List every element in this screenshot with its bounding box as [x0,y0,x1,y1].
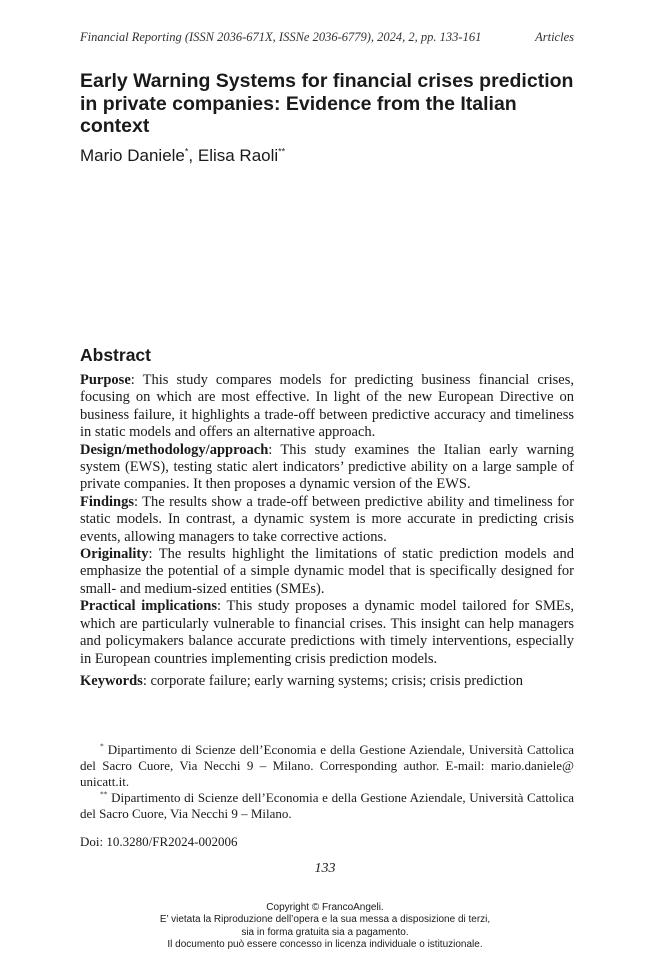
abstract-section-design [80,442,574,494]
footnotes [80,742,574,822]
keywords [80,673,574,690]
running-header [80,30,574,45]
footnote-mark: ** [100,789,108,799]
footnote [80,790,574,822]
author-affiliation-mark: * [184,146,189,157]
keywords-label: Keywords [80,673,143,689]
footnote-text: Dipartimento di Scienze dell’Economia e della Gestione Aziendale, Università Cattolica del Sacro Cuore, Via Necchi 9 – Milano. [80,790,574,821]
abstract-section-findings [80,494,574,546]
section-label: Articles [535,30,574,44]
section-text: : This study examines the Italian early warning system (EWS), testing static alert indicators’ predictive ability on a large sample of private companies. It then proposes a dynamic version of the EWS. [80,441,574,493]
abstract-section-originality [80,546,574,598]
doi: Doi: 10.3280/FR2024-002006 [80,834,238,849]
author-name: Mario Daniele [80,146,185,165]
author-separator: , [188,146,198,165]
section-text: : This study proposes a dynamic model tailored for SMEs, which are particularly vulnerable to financial crises. This insight can help managers and policymakers balance accurate predictions with timely interventions, especially in European countries implementing crisis prediction models. [80,598,574,667]
copyright-line: E’ vietata la Riproduzione dell’opera e la sua messa a disposizione di terzi, [159,914,491,926]
copyright-line: Il documento può essere concesso in licenza individuale o istituzionale. [167,938,483,950]
article-title: Early Warning Systems for financial crises prediction in private companies: Evidence from the Italian context [80,70,574,137]
author-list [80,146,285,166]
footnote-text: Dipartimento di Scienze dell’Economia e della Gestione Aziendale, Università Cattolica del Sacro Cuore, Via Necchi 9 – Milano. Corresponding author. E-mail: mario.daniele@ unicatt.it. [80,742,574,789]
section-text: : This study compares models for predicting business financial crises, focusing on which are most effective. In light of the new European Directive on business failure, it highlights a trade-off between predictive accuracy and timeliness in static models and offers an alternative approach. [80,372,574,441]
section-label: Practical implications [80,598,218,615]
author-name: Elisa Raoli [197,146,279,165]
page-number: 133 [314,861,336,876]
footnote-mark: * [100,741,104,751]
abstract-body [80,372,574,668]
abstract-heading: Abstract [80,345,151,365]
journal-citation: Financial Reporting (ISSN 2036-671X, ISSNe 2036-6779), 2024, 2, pp. 133-161 [80,30,482,44]
copyright-line: Copyright © FrancoAngeli. [266,902,384,913]
section-text: : The results show a trade-off between predictive ability and timeliness for static models. In contrast, a dynamic system is more accurate in predicting crisis events, allowing managers to take corrective actions. [80,493,574,545]
section-label: Findings [80,493,134,510]
copyright-line: sia in forma gratuita sia a pagamento. [241,926,409,938]
abstract-section-purpose [80,372,574,442]
abstract-section-practical-implications [80,598,574,668]
section-label: Purpose [80,372,131,388]
author-affiliation-mark: ** [278,146,286,157]
section-text: : The results highlight the limitations of static prediction models and emphasize the potential of a simple dynamic model that is specifically designed for small- and medium-sized entities (SMEs). [80,546,574,597]
footnote [80,742,574,790]
keywords-text: : corporate failure; early warning systems; crisis; crisis prediction [142,673,523,689]
section-label: Design/methodology/approach [80,441,269,458]
section-label: Originality [80,546,149,563]
copyright-notice [0,902,650,951]
